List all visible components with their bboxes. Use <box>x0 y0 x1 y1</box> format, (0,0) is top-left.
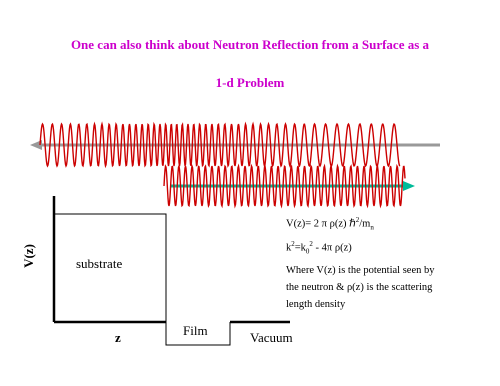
vacuum-label: Vacuum <box>250 330 293 345</box>
wavevector-equation: $k^2=k_0^2 - 4\pi$ ρ(z) <box>286 240 352 256</box>
film-label: Film <box>183 323 208 338</box>
y-axis-label: V(z) <box>20 244 36 268</box>
title-line-1: One can also think about Neutron Reflection from a Surface as a <box>70 37 430 52</box>
note-line-2: the neutron & ρ(z) is the scattering <box>286 282 433 293</box>
substrate-label: substrate <box>76 256 123 271</box>
title-line-2: 1-d Problem <box>215 75 285 90</box>
note-line-1: Where V(z) is the potential seen by <box>286 265 435 276</box>
x-axis-label: z <box>115 330 121 345</box>
note-line-3: length density <box>286 299 346 310</box>
transmitted-arrowhead <box>403 181 415 191</box>
potential-equation: V(z)= 2 π ρ(z) $\hbar^2/m_n$ <box>286 216 374 232</box>
